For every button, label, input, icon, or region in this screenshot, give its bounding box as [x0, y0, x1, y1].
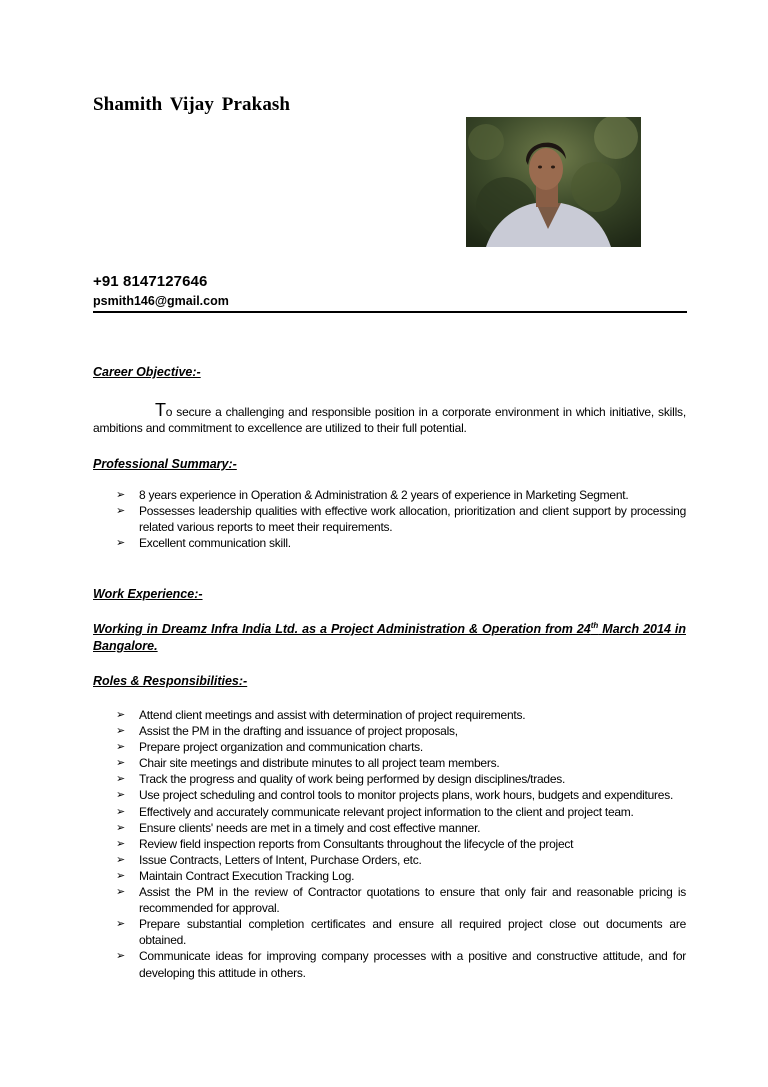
arrow-bullet-icon: ➢ — [116, 489, 125, 501]
list-item: ➢ 8 years experience in Operation & Administration & 2 years of experience in Marketing Segment. — [116, 488, 629, 502]
list-item: ➢ Excellent communication skill. — [116, 536, 291, 551]
career-objective-text — [93, 400, 686, 436]
work-experience-heading: Work Experience:- — [93, 587, 203, 601]
arrow-bullet-icon: ➢ — [116, 741, 125, 754]
list-item: ➢ Assist the PM in the drafting and issuance of project proposals, — [116, 724, 458, 739]
arrow-bullet-icon: ➢ — [116, 805, 125, 818]
work-experience-title: Working in Dreamz Infra India Ltd. as a Project Administration & Operation from 24th March 2014 in Bangalore. — [93, 620, 686, 653]
list-item: ➢ Review field inspection reports from Consultants throughout the lifecycle of the project — [116, 836, 574, 851]
list-item: ➢ Prepare substantial completion certificates and ensure all required project close out documents are obtained. — [116, 917, 686, 948]
professional-summary-heading: Professional Summary:- — [93, 457, 237, 471]
list-item: ➢ Effectively and accurately communicate relevant project information to the client and project team. — [116, 804, 634, 819]
arrow-bullet-icon: ➢ — [116, 837, 125, 850]
list-item: ➢ Assist the PM in the review of Contractor quotations to ensure that only fair and reasonable pricing is recommended for approval. — [116, 885, 686, 916]
arrow-bullet-icon: ➢ — [116, 709, 125, 721]
list-item: ➢ Attend client meetings and assist with determination of project requirements. — [116, 708, 526, 722]
list-item: ➢ Track the progress and quality of work being performed by design disciplines/trades. — [116, 772, 566, 787]
profile-photo — [466, 117, 641, 247]
list-item: ➢ Chair site meetings and distribute minutes to all project team members. — [116, 756, 500, 771]
header-divider — [93, 311, 687, 313]
career-objective-heading: Career Objective:- — [93, 365, 201, 379]
candidate-name: Shamith Vijay Prakash — [93, 94, 291, 115]
phone-number: +91 8147127646 — [93, 273, 208, 290]
list-item: ➢ Issue Contracts, Letters of Intent, Purchase Orders, etc. — [116, 852, 422, 867]
roles-list — [116, 707, 686, 981]
arrow-bullet-icon: ➢ — [116, 789, 125, 802]
arrow-bullet-icon: ➢ — [116, 950, 125, 963]
arrow-bullet-icon: ➢ — [116, 773, 125, 786]
list-item: ➢ Prepare project organization and communication charts. — [116, 740, 423, 755]
list-item: ➢ Use project scheduling and control tools to monitor projects plans, work hours, budgets and expenditures. — [116, 788, 674, 803]
arrow-bullet-icon: ➢ — [116, 869, 125, 882]
career-objective-body: o secure a challenging and responsible position in a corporate environment in which initiative, skills, ambitions and commitment to excellence are utilized to their full potential. — [93, 405, 686, 435]
roles-heading: Roles & Responsibilities:- — [93, 674, 248, 688]
arrow-bullet-icon: ➢ — [116, 886, 125, 899]
arrow-bullet-icon: ➢ — [116, 505, 125, 518]
professional-summary-list — [116, 487, 686, 551]
arrow-bullet-icon: ➢ — [116, 537, 125, 550]
arrow-bullet-icon: ➢ — [116, 757, 125, 770]
arrow-bullet-icon: ➢ — [116, 821, 125, 834]
arrow-bullet-icon: ➢ — [116, 853, 125, 866]
arrow-bullet-icon: ➢ — [116, 918, 125, 931]
list-item: ➢ Maintain Contract Execution Tracking Log. — [116, 868, 355, 883]
list-item: ➢ Ensure clients' needs are met in a timely and cost effective manner. — [116, 820, 481, 835]
dropcap-letter: T — [155, 400, 166, 420]
arrow-bullet-icon: ➢ — [116, 725, 125, 738]
list-item: ➢ Possesses leadership qualities with effective work allocation, prioritization and client support by processing related various reports to meet their requirements. — [116, 504, 686, 535]
email-address: psmith146@gmail.com — [93, 294, 229, 308]
list-item: ➢ Communicate ideas for improving company processes with a positive and constructive attitude, and for developing this attitude in others. — [116, 949, 686, 980]
